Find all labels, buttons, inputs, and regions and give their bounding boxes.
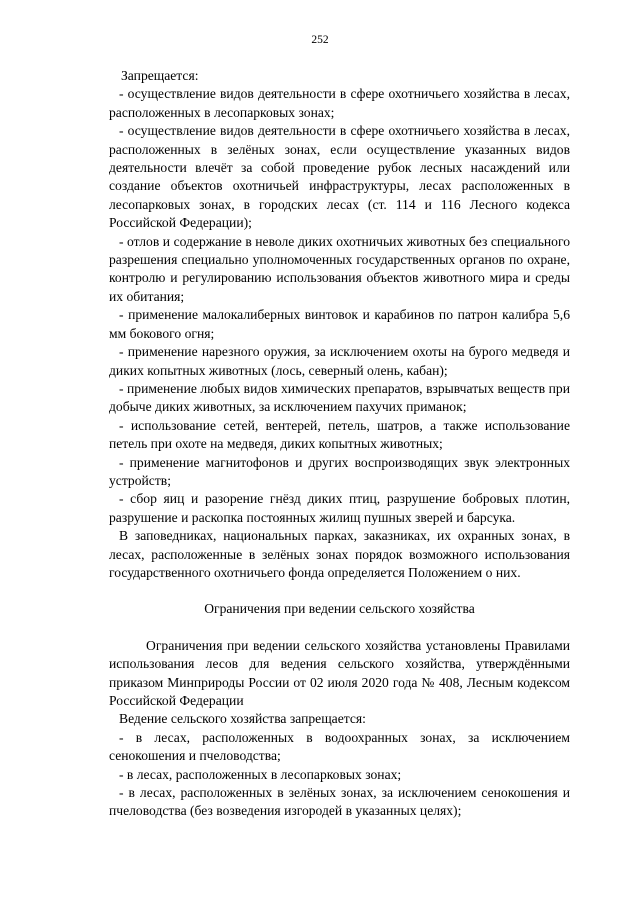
paragraph-list-item: - использование сетей, вентерей, петель, шатров, а также использование петель при охоте на медведя, диких копытных животных; <box>109 417 570 452</box>
paragraph-agriculture-prohibited-intro: Ведение сельского хозяйства запрещается: <box>119 711 366 727</box>
paragraph-list-item: - применение малокалиберных винтовок и карабинов по патрон калибра 5,6 мм бокового огня; <box>109 307 570 341</box>
paragraph-prohibited-intro: Запрещается: <box>121 68 199 83</box>
paragraph-list-item: - отлов и содержание в неволе диких охотничьих животных без специального разрешения специально уполномоченных государственных органов по охране, контролю и регулированию использования объектов животного мира и среды их обитания; <box>109 233 570 304</box>
paragraph-list-item: - осуществление видов деятельности в сфере охотничьего хозяйства в лесах, расположенных в лесопарковых зонах; <box>109 86 570 120</box>
section-heading: Ограничения при ведении сельского хозяйства <box>204 601 475 617</box>
paragraph-list-item: - применение нарезного оружия, за исключением охоты на бурого медведя и диких копытных животных (лось, северный олень, кабан); <box>109 344 570 378</box>
paragraph-list-item: - применение любых видов химических препаратов, взрывчатых веществ при добыче диких животных, за исключением пахучих приманок; <box>109 380 570 415</box>
paragraph-list-item: - в лесах, расположенных в водоохранных зонах, за исключением сенокошения и пчеловодства; <box>109 729 570 764</box>
paragraph-agriculture-rules: Ограничения при ведении сельского хозяйства установлены Правилами использования лесов для ведения сельского хозяйства, утверждёнными приказом Минприроды России от 02 июля 2020 года № 408, Лесным кодексом Российской Федерации <box>109 637 570 708</box>
paragraph-list-item: - в лесах, расположенных в лесопарковых зонах; <box>119 766 402 782</box>
page-number: 252 <box>311 34 329 46</box>
paragraph-list-item: - в лесах, расположенных в зелёных зонах, за исключением сенокошения и пчеловодства (без возведения изгородей в указанных целях); <box>109 785 570 819</box>
paragraph-list-item: - применение магнитофонов и других воспроизводящих звук электронных устройств; <box>109 454 570 488</box>
paragraph-list-item: - сбор яиц и разорение гнёзд диких птиц, разрушение бобровых плотин, разрушение и раскопка постоянных жилищ пушных зверей и барсука. <box>109 491 570 525</box>
page-body <box>109 67 570 821</box>
paragraph-reserves: В заповедниках, национальных парках, заказниках, их охранных зонах, в лесах, расположенные в зелёных зонах порядок возможного использования государственного охотничьего фонда определяется Положением о них. <box>109 528 570 580</box>
paragraph-list-item: - осуществление видов деятельности в сфере охотничьего хозяйства в лесах, расположенных в зелёных зонах, если осуществление указанных видов деятельности влечёт за собой проведение рубок лесных насаждений или создание объектов охотничьей инфраструктуры, лесах расположенных в лесопарковых зонах, в городских лесах (ст. 114 и 116 Лесного кодекса Российской Федерации); <box>109 123 570 231</box>
